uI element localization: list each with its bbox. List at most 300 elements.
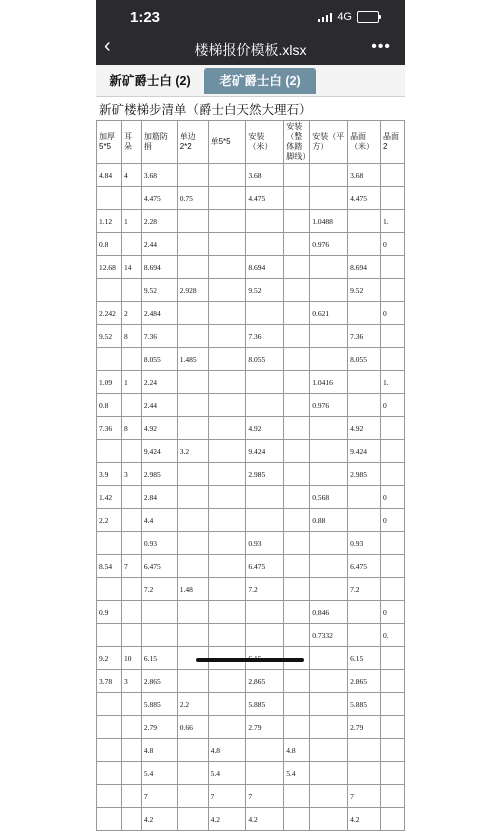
cell[interactable]: 4.2 bbox=[246, 808, 284, 831]
cell[interactable] bbox=[381, 532, 405, 555]
cell[interactable] bbox=[284, 578, 310, 601]
cell[interactable] bbox=[177, 601, 208, 624]
cell[interactable] bbox=[310, 325, 348, 348]
cell[interactable]: 12.68 bbox=[97, 256, 122, 279]
cell[interactable] bbox=[284, 624, 310, 647]
cell[interactable] bbox=[121, 762, 141, 785]
cell[interactable] bbox=[121, 233, 141, 256]
cell[interactable] bbox=[208, 716, 246, 739]
cell[interactable] bbox=[310, 578, 348, 601]
cell[interactable] bbox=[208, 670, 246, 693]
column-header[interactable]: 单5*5 bbox=[208, 121, 246, 164]
cell[interactable] bbox=[177, 785, 208, 808]
cell[interactable] bbox=[97, 348, 122, 371]
cell[interactable] bbox=[177, 624, 208, 647]
cell[interactable]: 4.475 bbox=[348, 187, 381, 210]
cell[interactable] bbox=[381, 187, 405, 210]
cell[interactable]: 7.36 bbox=[348, 325, 381, 348]
cell[interactable] bbox=[284, 302, 310, 325]
cell[interactable] bbox=[381, 739, 405, 762]
cell[interactable]: 2.985 bbox=[141, 463, 177, 486]
cell[interactable] bbox=[208, 187, 246, 210]
cell[interactable]: 5.4 bbox=[208, 762, 246, 785]
cell[interactable]: 1.0488 bbox=[310, 210, 348, 233]
cell[interactable] bbox=[284, 693, 310, 716]
cell[interactable] bbox=[284, 371, 310, 394]
cell[interactable]: 0.93 bbox=[348, 532, 381, 555]
cell[interactable]: 0.66 bbox=[177, 716, 208, 739]
cell[interactable]: 4.8 bbox=[208, 739, 246, 762]
cell[interactable] bbox=[381, 417, 405, 440]
cell[interactable]: 2.2 bbox=[177, 693, 208, 716]
cell[interactable] bbox=[208, 555, 246, 578]
cell[interactable] bbox=[381, 440, 405, 463]
cell[interactable] bbox=[246, 601, 284, 624]
cell[interactable] bbox=[381, 348, 405, 371]
cell[interactable] bbox=[284, 440, 310, 463]
cell[interactable] bbox=[310, 256, 348, 279]
cell[interactable] bbox=[208, 486, 246, 509]
cell[interactable] bbox=[310, 555, 348, 578]
cell[interactable] bbox=[284, 716, 310, 739]
cell[interactable]: 8 bbox=[121, 325, 141, 348]
cell[interactable]: 4.8 bbox=[141, 739, 177, 762]
cell[interactable]: 4.2 bbox=[208, 808, 246, 831]
cell[interactable]: 1.42 bbox=[97, 486, 122, 509]
cell[interactable]: 9.2 bbox=[97, 647, 122, 670]
cell[interactable]: 0.88 bbox=[310, 509, 348, 532]
cell[interactable] bbox=[310, 716, 348, 739]
cell[interactable] bbox=[381, 647, 405, 670]
cell[interactable]: 8.694 bbox=[141, 256, 177, 279]
cell[interactable]: 4.92 bbox=[348, 417, 381, 440]
cell[interactable] bbox=[97, 762, 122, 785]
cell[interactable] bbox=[310, 187, 348, 210]
cell[interactable] bbox=[310, 739, 348, 762]
cell[interactable] bbox=[310, 279, 348, 302]
cell[interactable] bbox=[97, 578, 122, 601]
cell[interactable]: 5.4 bbox=[141, 762, 177, 785]
cell[interactable]: 2.242 bbox=[97, 302, 122, 325]
cell[interactable] bbox=[177, 210, 208, 233]
cell[interactable] bbox=[284, 348, 310, 371]
cell[interactable] bbox=[177, 762, 208, 785]
cell[interactable]: 2.44 bbox=[141, 394, 177, 417]
cell[interactable]: 4.475 bbox=[246, 187, 284, 210]
cell[interactable]: 7 bbox=[348, 785, 381, 808]
cell[interactable] bbox=[97, 785, 122, 808]
cell[interactable]: 4.92 bbox=[246, 417, 284, 440]
cell[interactable]: 9.52 bbox=[141, 279, 177, 302]
cell[interactable] bbox=[177, 739, 208, 762]
cell[interactable]: 0.8 bbox=[97, 394, 122, 417]
cell[interactable] bbox=[208, 348, 246, 371]
cell[interactable]: 1.48 bbox=[177, 578, 208, 601]
cell[interactable]: 0.568 bbox=[310, 486, 348, 509]
cell[interactable] bbox=[246, 509, 284, 532]
cell[interactable]: 2.79 bbox=[141, 716, 177, 739]
cell[interactable]: 0 bbox=[381, 302, 405, 325]
cell[interactable]: 0 bbox=[381, 601, 405, 624]
cell[interactable] bbox=[381, 279, 405, 302]
cell[interactable] bbox=[208, 325, 246, 348]
cell[interactable] bbox=[121, 348, 141, 371]
cell[interactable] bbox=[121, 187, 141, 210]
cell[interactable] bbox=[97, 808, 122, 831]
cell[interactable]: 8.055 bbox=[348, 348, 381, 371]
cell[interactable]: 0. bbox=[381, 624, 405, 647]
cell[interactable]: 7 bbox=[141, 785, 177, 808]
cell[interactable] bbox=[348, 601, 381, 624]
cell[interactable] bbox=[141, 624, 177, 647]
cell[interactable]: 0.976 bbox=[310, 233, 348, 256]
cell[interactable] bbox=[177, 417, 208, 440]
cell[interactable] bbox=[284, 417, 310, 440]
cell[interactable]: 0 bbox=[381, 509, 405, 532]
cell[interactable]: 9.52 bbox=[348, 279, 381, 302]
cell[interactable] bbox=[208, 279, 246, 302]
cell[interactable] bbox=[246, 394, 284, 417]
cell[interactable] bbox=[121, 532, 141, 555]
cell[interactable] bbox=[97, 716, 122, 739]
cell[interactable] bbox=[310, 670, 348, 693]
cell[interactable] bbox=[208, 578, 246, 601]
cell[interactable]: 4.4 bbox=[141, 509, 177, 532]
cell[interactable] bbox=[177, 808, 208, 831]
cell[interactable]: 7.36 bbox=[141, 325, 177, 348]
cell[interactable] bbox=[246, 624, 284, 647]
cell[interactable]: 7.36 bbox=[246, 325, 284, 348]
cell[interactable] bbox=[177, 670, 208, 693]
cell[interactable] bbox=[284, 256, 310, 279]
cell[interactable]: 2.865 bbox=[141, 670, 177, 693]
cell[interactable]: 7 bbox=[208, 785, 246, 808]
cell[interactable]: 2.985 bbox=[246, 463, 284, 486]
cell[interactable]: 1. bbox=[381, 210, 405, 233]
cell[interactable]: 3.68 bbox=[348, 164, 381, 187]
cell[interactable] bbox=[208, 256, 246, 279]
cell[interactable]: 8.055 bbox=[141, 348, 177, 371]
cell[interactable] bbox=[310, 463, 348, 486]
cell[interactable] bbox=[208, 693, 246, 716]
cell[interactable] bbox=[208, 371, 246, 394]
cell[interactable]: 3.2 bbox=[177, 440, 208, 463]
cell[interactable]: 0.976 bbox=[310, 394, 348, 417]
cell[interactable] bbox=[246, 210, 284, 233]
cell[interactable] bbox=[310, 164, 348, 187]
cell[interactable]: 0 bbox=[381, 394, 405, 417]
cell[interactable]: 6.15 bbox=[348, 647, 381, 670]
cell[interactable] bbox=[310, 785, 348, 808]
cell[interactable]: 0 bbox=[381, 486, 405, 509]
cell[interactable] bbox=[381, 670, 405, 693]
cell[interactable]: 2.865 bbox=[246, 670, 284, 693]
cell[interactable]: 8.055 bbox=[246, 348, 284, 371]
cell[interactable] bbox=[177, 509, 208, 532]
cell[interactable]: 4.2 bbox=[141, 808, 177, 831]
cell[interactable] bbox=[284, 325, 310, 348]
cell[interactable] bbox=[310, 693, 348, 716]
cell[interactable]: 6.475 bbox=[348, 555, 381, 578]
cell[interactable] bbox=[177, 256, 208, 279]
cell[interactable]: 14 bbox=[121, 256, 141, 279]
cell[interactable] bbox=[310, 762, 348, 785]
cell[interactable] bbox=[246, 371, 284, 394]
cell[interactable] bbox=[97, 187, 122, 210]
tab-sheet-1[interactable]: 新矿爵士白 (2) bbox=[109, 74, 191, 88]
cell[interactable]: 7.2 bbox=[348, 578, 381, 601]
cell[interactable]: 7.2 bbox=[141, 578, 177, 601]
column-header[interactable]: 晶面（米） bbox=[348, 121, 381, 164]
cell[interactable]: 0.7332 bbox=[310, 624, 348, 647]
cell[interactable] bbox=[177, 486, 208, 509]
cell[interactable] bbox=[381, 693, 405, 716]
cell[interactable]: 9.424 bbox=[348, 440, 381, 463]
column-header[interactable]: 晶面2 bbox=[381, 121, 405, 164]
cell[interactable] bbox=[310, 647, 348, 670]
column-header[interactable]: 加筋防捐 bbox=[141, 121, 177, 164]
cell[interactable] bbox=[121, 279, 141, 302]
cell[interactable] bbox=[121, 624, 141, 647]
cell[interactable]: 8 bbox=[121, 417, 141, 440]
cell[interactable]: 4.8 bbox=[284, 739, 310, 762]
cell[interactable]: 2.79 bbox=[246, 716, 284, 739]
cell[interactable] bbox=[208, 624, 246, 647]
cell[interactable]: 5.885 bbox=[348, 693, 381, 716]
cell[interactable] bbox=[121, 578, 141, 601]
cell[interactable] bbox=[246, 762, 284, 785]
cell[interactable] bbox=[121, 601, 141, 624]
cell[interactable] bbox=[284, 233, 310, 256]
cell[interactable] bbox=[348, 624, 381, 647]
cell[interactable] bbox=[121, 394, 141, 417]
cell[interactable]: 3.68 bbox=[141, 164, 177, 187]
cell[interactable] bbox=[381, 164, 405, 187]
cell[interactable]: 4.92 bbox=[141, 417, 177, 440]
cell[interactable]: 9.424 bbox=[246, 440, 284, 463]
cell[interactable] bbox=[348, 371, 381, 394]
cell[interactable] bbox=[208, 210, 246, 233]
cell[interactable] bbox=[348, 302, 381, 325]
cell[interactable]: 2.79 bbox=[348, 716, 381, 739]
cell[interactable]: 4.84 bbox=[97, 164, 122, 187]
cell[interactable] bbox=[284, 279, 310, 302]
cell[interactable] bbox=[208, 233, 246, 256]
cell[interactable] bbox=[177, 325, 208, 348]
back-button[interactable]: ‹ bbox=[104, 35, 111, 57]
cell[interactable]: 6.15 bbox=[141, 647, 177, 670]
cell[interactable] bbox=[208, 463, 246, 486]
cell[interactable]: 1.0416 bbox=[310, 371, 348, 394]
cell[interactable] bbox=[348, 394, 381, 417]
cell[interactable]: 2.2 bbox=[97, 509, 122, 532]
cell[interactable]: 0.9 bbox=[97, 601, 122, 624]
cell[interactable]: 3.9 bbox=[97, 463, 122, 486]
cell[interactable] bbox=[348, 762, 381, 785]
cell[interactable]: 2.24 bbox=[141, 371, 177, 394]
cell[interactable] bbox=[284, 164, 310, 187]
cell[interactable]: 1.09 bbox=[97, 371, 122, 394]
cell[interactable] bbox=[97, 532, 122, 555]
cell[interactable] bbox=[284, 509, 310, 532]
cell[interactable] bbox=[381, 555, 405, 578]
cell[interactable]: 3 bbox=[121, 670, 141, 693]
cell[interactable]: 7 bbox=[121, 555, 141, 578]
cell[interactable]: 0.75 bbox=[177, 187, 208, 210]
cell[interactable]: 2.484 bbox=[141, 302, 177, 325]
cell[interactable] bbox=[177, 463, 208, 486]
cell[interactable] bbox=[284, 670, 310, 693]
cell[interactable]: 3 bbox=[121, 463, 141, 486]
cell[interactable] bbox=[310, 808, 348, 831]
cell[interactable]: 5.4 bbox=[284, 762, 310, 785]
cell[interactable] bbox=[284, 210, 310, 233]
cell[interactable]: 9.424 bbox=[141, 440, 177, 463]
cell[interactable] bbox=[381, 578, 405, 601]
cell[interactable] bbox=[121, 716, 141, 739]
cell[interactable]: 2.28 bbox=[141, 210, 177, 233]
cell[interactable] bbox=[177, 164, 208, 187]
cell[interactable] bbox=[310, 440, 348, 463]
column-header[interactable]: 安装（整体踏脚线） bbox=[284, 121, 310, 164]
cell[interactable]: 10 bbox=[121, 647, 141, 670]
cell[interactable] bbox=[177, 394, 208, 417]
cell[interactable] bbox=[208, 417, 246, 440]
column-header[interactable]: 单边2*2 bbox=[177, 121, 208, 164]
cell[interactable]: 2.985 bbox=[348, 463, 381, 486]
cell[interactable]: 0.846 bbox=[310, 601, 348, 624]
cell[interactable] bbox=[284, 555, 310, 578]
cell[interactable] bbox=[246, 302, 284, 325]
cell[interactable] bbox=[310, 348, 348, 371]
cell[interactable] bbox=[208, 601, 246, 624]
cell[interactable] bbox=[97, 279, 122, 302]
cell[interactable] bbox=[284, 601, 310, 624]
cell[interactable]: 6.475 bbox=[141, 555, 177, 578]
cell[interactable]: 2.865 bbox=[348, 670, 381, 693]
cell[interactable]: 1 bbox=[121, 371, 141, 394]
cell[interactable] bbox=[348, 233, 381, 256]
cell[interactable]: 0.621 bbox=[310, 302, 348, 325]
cell[interactable] bbox=[97, 693, 122, 716]
cell[interactable] bbox=[284, 463, 310, 486]
cell[interactable]: 9.52 bbox=[97, 325, 122, 348]
cell[interactable]: 8.694 bbox=[246, 256, 284, 279]
cell[interactable] bbox=[284, 532, 310, 555]
cell[interactable] bbox=[97, 739, 122, 762]
cell[interactable] bbox=[284, 785, 310, 808]
cell[interactable] bbox=[348, 739, 381, 762]
column-header[interactable]: 安装（米） bbox=[246, 121, 284, 164]
cell[interactable]: 7.2 bbox=[246, 578, 284, 601]
cell[interactable] bbox=[246, 486, 284, 509]
cell[interactable] bbox=[348, 509, 381, 532]
cell[interactable] bbox=[284, 187, 310, 210]
cell[interactable]: 4.475 bbox=[141, 187, 177, 210]
cell[interactable]: 2.928 bbox=[177, 279, 208, 302]
spreadsheet-grid[interactable] bbox=[96, 120, 405, 824]
cell[interactable] bbox=[381, 808, 405, 831]
cell[interactable] bbox=[177, 302, 208, 325]
cell[interactable]: 8.694 bbox=[348, 256, 381, 279]
tab-sheet-2[interactable]: 老矿爵士白 (2) bbox=[204, 68, 316, 94]
cell[interactable]: 0.93 bbox=[141, 532, 177, 555]
cell[interactable] bbox=[284, 394, 310, 417]
cell[interactable] bbox=[246, 233, 284, 256]
cell[interactable] bbox=[121, 785, 141, 808]
cell[interactable]: 4 bbox=[121, 164, 141, 187]
cell[interactable] bbox=[310, 532, 348, 555]
cell[interactable]: 0.93 bbox=[246, 532, 284, 555]
cell[interactable] bbox=[284, 486, 310, 509]
cell[interactable]: 6.475 bbox=[246, 555, 284, 578]
cell[interactable] bbox=[97, 624, 122, 647]
cell[interactable] bbox=[348, 210, 381, 233]
cell[interactable]: 1.12 bbox=[97, 210, 122, 233]
cell[interactable] bbox=[246, 739, 284, 762]
cell[interactable] bbox=[208, 394, 246, 417]
cell[interactable]: 1. bbox=[381, 371, 405, 394]
cell[interactable] bbox=[381, 256, 405, 279]
cell[interactable]: 7.36 bbox=[97, 417, 122, 440]
cell[interactable] bbox=[208, 164, 246, 187]
cell[interactable]: 5.885 bbox=[141, 693, 177, 716]
column-header[interactable]: 安装（平方） bbox=[310, 121, 348, 164]
cell[interactable]: 1 bbox=[121, 210, 141, 233]
cell[interactable]: 3.68 bbox=[246, 164, 284, 187]
cell[interactable] bbox=[381, 325, 405, 348]
cell[interactable] bbox=[121, 693, 141, 716]
cell[interactable] bbox=[121, 739, 141, 762]
column-header[interactable]: 耳朵 bbox=[121, 121, 141, 164]
cell[interactable]: 2.44 bbox=[141, 233, 177, 256]
cell[interactable]: 2 bbox=[121, 302, 141, 325]
cell[interactable] bbox=[381, 463, 405, 486]
cell[interactable] bbox=[208, 509, 246, 532]
cell[interactable]: 5.885 bbox=[246, 693, 284, 716]
cell[interactable] bbox=[310, 417, 348, 440]
cell[interactable]: 1.485 bbox=[177, 348, 208, 371]
cell[interactable] bbox=[141, 601, 177, 624]
cell[interactable] bbox=[177, 555, 208, 578]
more-options-icon[interactable]: ••• bbox=[371, 38, 391, 55]
cell[interactable] bbox=[121, 440, 141, 463]
column-header[interactable]: 加厚5*5 bbox=[97, 121, 122, 164]
cell[interactable] bbox=[208, 532, 246, 555]
cell[interactable] bbox=[121, 808, 141, 831]
cell[interactable] bbox=[177, 371, 208, 394]
cell[interactable] bbox=[208, 440, 246, 463]
cell[interactable]: 4.2 bbox=[348, 808, 381, 831]
cell[interactable]: 0.8 bbox=[97, 233, 122, 256]
cell[interactable] bbox=[177, 233, 208, 256]
cell[interactable]: 8.54 bbox=[97, 555, 122, 578]
cell[interactable] bbox=[177, 532, 208, 555]
cell[interactable] bbox=[348, 486, 381, 509]
cell[interactable] bbox=[381, 785, 405, 808]
cell[interactable] bbox=[208, 302, 246, 325]
cell[interactable] bbox=[121, 509, 141, 532]
cell[interactable] bbox=[121, 486, 141, 509]
cell[interactable] bbox=[284, 808, 310, 831]
cell[interactable] bbox=[381, 716, 405, 739]
cell[interactable]: 3.78 bbox=[97, 670, 122, 693]
cell[interactable] bbox=[97, 440, 122, 463]
cell[interactable] bbox=[381, 762, 405, 785]
cell[interactable]: 9.52 bbox=[246, 279, 284, 302]
cell[interactable]: 0 bbox=[381, 233, 405, 256]
cell[interactable]: 2.84 bbox=[141, 486, 177, 509]
